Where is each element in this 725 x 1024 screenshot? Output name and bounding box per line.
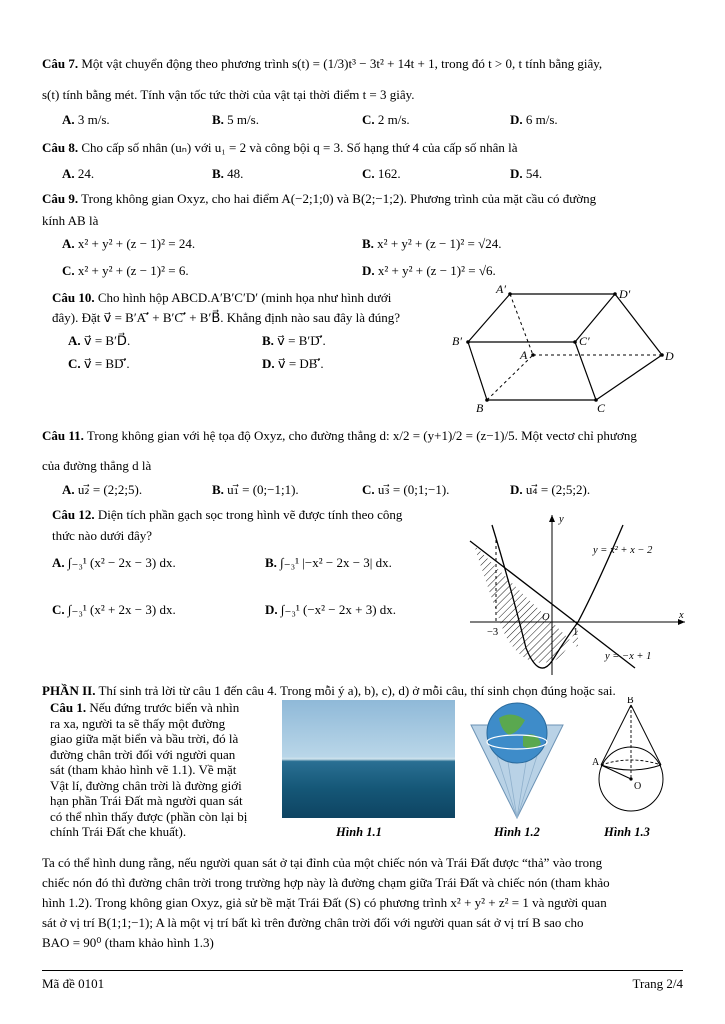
parallelepiped-figure — [440, 282, 690, 417]
label-b: B — [476, 401, 484, 415]
origin-label: O — [542, 612, 550, 623]
q10-text2: đây). Đặt v⃗ = B′A′⃗ + B′C′⃗ + B′B⃗. Khẳng định nào sau đây là đúng? — [52, 310, 401, 325]
q11-option-d: D. u₄⃗ = (2;5;2). — [510, 482, 591, 497]
q12-text2: thức nào dưới đây? — [52, 528, 153, 543]
q11-option-a: A. u₂⃗ = (2;2;5). — [62, 482, 143, 497]
label-a: A — [520, 348, 528, 362]
cone-label-o: O — [634, 781, 642, 792]
q9-option-a: A. x² + y² + (z − 1)² = 24. — [62, 236, 196, 251]
q10-option-b: B. v⃗ = B′D′⃗. — [262, 333, 326, 348]
q9-option-b: B. x² + y² + (z − 1)² = √24. — [362, 236, 502, 251]
q9-text: Câu 9. Trong không gian Oxyz, cho hai điểm A(−2;1;0) và B(2;−1;2). Phương trình của mặt cầu có đường — [42, 191, 597, 206]
q10-option-c: C. v⃗ = BD′⃗. — [68, 356, 130, 371]
label-d: D — [665, 349, 674, 363]
q9-option-d: D. x² + y² + (z − 1)² = √6. — [362, 263, 496, 278]
q12-option-a: A. ∫₋₃¹ (x² − 2x − 3) dx. — [52, 555, 176, 570]
label-c-prime: C′ — [579, 334, 590, 348]
q7-text2: s(t) tính bằng mét. Tính vận tốc tức thời của vật tại thời điểm t = 3 giây. — [42, 87, 415, 102]
q12-text: Câu 12. Diện tích phần gạch sọc trong hình vẽ được tính theo công — [52, 507, 403, 522]
q12-option-d: D. ∫₋₃¹ (−x² − 2x + 3) dx. — [265, 602, 397, 617]
area-graph — [465, 510, 690, 680]
q7-option-b: B. 5 m/s. — [212, 112, 259, 127]
sea-horizon-image — [282, 700, 455, 818]
footer-rule — [42, 970, 683, 971]
footer-exam-code: Mã đề 0101 — [42, 976, 105, 991]
earth-cone-image — [467, 700, 567, 820]
caption-fig-1-3: Hình 1.3 — [604, 825, 650, 839]
q8-option-b: B. 48. — [212, 166, 244, 181]
q7-label: Câu 7. — [42, 56, 79, 71]
q7-text: Câu 7. Một vật chuyển động theo phương trình s(t) = (1/3)t³ − 3t² + 14t + 1, trong đó t > 0, t tính bằng giây, — [42, 56, 603, 71]
q12-option-c: C. ∫₋₃¹ (x² + 2x − 3) dx. — [52, 602, 176, 617]
q7-option-d: D. 6 m/s. — [510, 112, 558, 127]
parabola-label: y = x² + x − 2 — [593, 545, 653, 556]
caption-fig-1-1: Hình 1.1 — [336, 825, 382, 839]
q11-text: Câu 11. Trong không gian với hệ tọa độ Oxyz, cho đường thẳng d: x/2 = (y+1)/2 = (z−1)/5. Một vectơ chỉ phương — [42, 428, 637, 443]
label-d-prime: D′ — [619, 287, 631, 301]
label-a-prime: A′ — [496, 282, 506, 296]
q11-option-b: B. u₁⃗ = (0;−1;1). — [212, 482, 299, 497]
q12-option-b: B. ∫₋₃¹ |−x² − 2x − 3| dx. — [265, 555, 392, 570]
q11-option-c: C. u₃⃗ = (0;1;−1). — [362, 482, 450, 497]
x-axis-label: x — [679, 610, 684, 621]
q8-option-c: C. 162. — [362, 166, 401, 181]
cone-label-b: B — [627, 697, 634, 706]
q9-text2: kính AB là — [42, 213, 99, 228]
part2-heading: PHẦN II. Thí sinh trả lời từ câu 1 đến câu 4. Trong mỗi ý a), b), c), d) ở mỗi câu, thí sinh chọn đúng hoặc sai. — [42, 683, 616, 698]
q8-option-a: A. 24. — [62, 166, 95, 181]
q7-option-a: A. 3 m/s. — [62, 112, 110, 127]
q10-text: Câu 10. Cho hình hộp ABCD.A′B′C′D′ (minh họa như hình dưới — [52, 290, 392, 305]
cone-label-a: A — [592, 757, 600, 768]
caption-fig-1-2: Hình 1.2 — [494, 825, 540, 839]
q10-option-a: A. v⃗ = B′D⃗. — [68, 333, 131, 348]
tick-1: 1 — [573, 627, 579, 638]
q8-option-d: D. 54. — [510, 166, 543, 181]
tick-neg3: −3 — [487, 627, 499, 638]
q10-option-d: D. v⃗ = DB′⃗. — [262, 356, 324, 371]
q7-option-c: C. 2 m/s. — [362, 112, 410, 127]
footer-page-number: Trang 2/4 — [632, 976, 683, 991]
q11-text2: của đường thẳng d là — [42, 458, 152, 473]
line-label: y = −x + 1 — [605, 651, 652, 662]
q9-option-c: C. x² + y² + (z − 1)² = 6. — [62, 263, 189, 278]
p2q1-intro: Câu 1. Nếu đứng trước biển và nhìn ra xa, người ta sẽ thấy một đường giao giữa mặt biển và bầu trời, đó là đường chân trời đối với người quan sát (tham khảo hình vẽ 1.1). Về mặt Vật lí, đường chân trời là đường giới hạn phần Trái Đất mà người quan sát có thể nhìn thấy được (phần còn lại bị chính Trái Đất che khuất). — [50, 700, 248, 839]
y-axis-label: y — [559, 514, 564, 525]
label-c: C — [597, 401, 606, 415]
cone-diagram — [585, 697, 670, 822]
p2q1-paragraph: Ta có thể hình dung rằng, nếu người quan sát ở tại đỉnh của một chiếc nón và Trái Đất được “thả” vào trong chiếc nón đó thì đường chân trời trong trường hợp này là đường chạm giữa Trái Đất và chiếc nón (tham khảo hình 1.2). Trong không gian Oxyz, giả sử bề mặt Trái Đất (S) có phương trình x² + y² + z² = 1 và người quan sát ở vị trí B(1;1;−1); A là một vị trí bất kì trên đường chân trời đối với người quan sát ở vị trí B sao cho BAO = 90⁰ (tham khảo hình 1.3) — [42, 855, 610, 950]
q8-text: Câu 8. Cho cấp số nhân (uₙ) với u₁ = 2 và công bội q = 3. Số hạng thứ 4 của cấp số nhân là — [42, 140, 518, 155]
label-b-prime: B′ — [452, 334, 462, 348]
